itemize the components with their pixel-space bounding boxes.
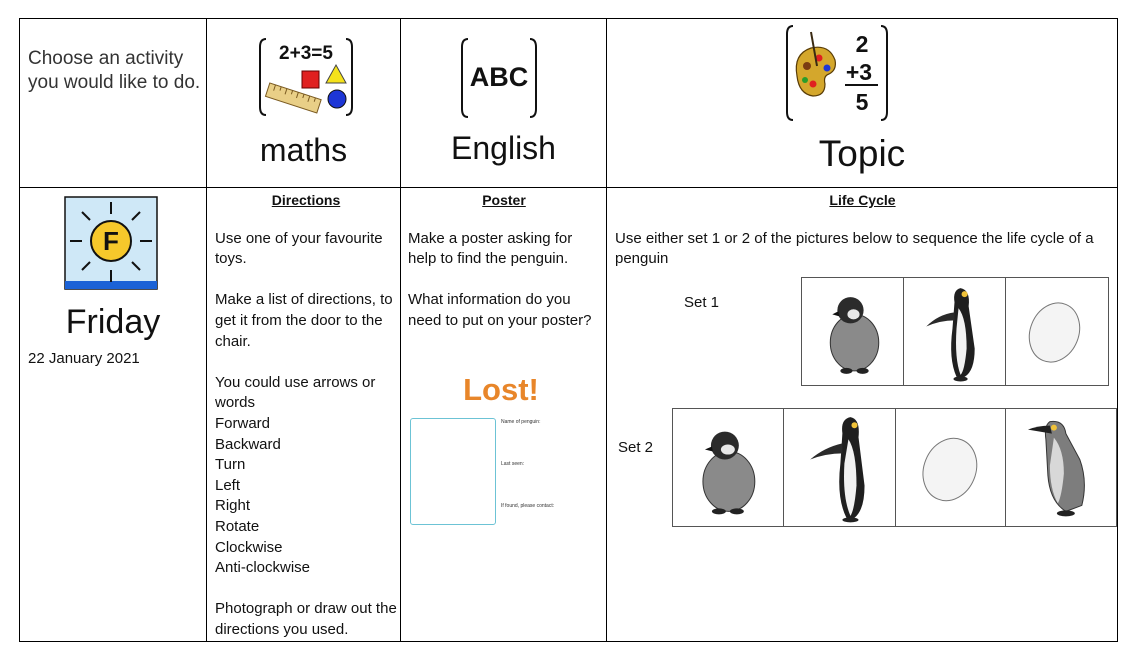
intro-text: Choose an activity you would like to do.	[28, 48, 201, 93]
adult-penguin-icon	[904, 278, 1005, 385]
poster-field-contact: If found, please contact:	[501, 503, 555, 509]
adult-penguin-icon	[784, 409, 895, 526]
set2-egg-image	[896, 409, 1007, 526]
set2-picture-strip	[672, 408, 1117, 527]
set1-picture-strip	[801, 277, 1109, 386]
directions-para-1: Use one of your favourite toys.	[215, 229, 383, 268]
penguin-egg-icon	[1006, 278, 1107, 385]
english-label: English	[451, 130, 556, 166]
direction-word: Forward	[215, 414, 271, 432]
direction-word: Left	[215, 476, 241, 494]
day-label: Friday	[65, 303, 161, 341]
poster-cell	[408, 190, 600, 332]
lifecycle-instruction: Use either set 1 or 2 of the pictures below to sequence the life cycle of a penguin	[615, 229, 1094, 268]
penguin-chick-icon	[673, 409, 783, 526]
poster-photo-box	[410, 418, 496, 525]
poster-para-1: Make a poster asking for help to find the penguin.	[408, 229, 573, 268]
set2-chick-image	[673, 409, 784, 526]
poster-field-name: Name of penguin:	[501, 419, 541, 425]
topic-cell[interactable]	[607, 19, 1117, 187]
poster-para-2: What information do you need to put on your poster?	[408, 291, 592, 329]
maths-symbol-icon	[258, 35, 354, 119]
maths-cell[interactable]	[207, 19, 400, 187]
direction-word: Backward	[215, 435, 281, 453]
set2-moulting-penguin-image	[1006, 409, 1116, 526]
table-border-right	[1117, 18, 1118, 642]
poster-heading: Poster	[482, 192, 526, 208]
friday-sun-icon	[64, 196, 158, 290]
moulting-penguin-icon	[1006, 409, 1116, 526]
direction-word: Anti-clockwise	[215, 559, 311, 577]
set1-chick-image	[802, 278, 904, 385]
set2-label: Set 2	[618, 439, 654, 456]
maths-equation: 2+3=5	[279, 43, 333, 64]
directions-cell	[215, 190, 397, 640]
maths-label: maths	[259, 132, 348, 168]
topic-digit-bottom: 5	[855, 89, 869, 115]
poster-field-seen: Last seen:	[501, 461, 525, 467]
english-cell[interactable]	[401, 19, 606, 187]
penguin-chick-icon	[802, 278, 903, 385]
penguin-egg-icon	[896, 409, 1006, 526]
set1-egg-image	[1006, 278, 1107, 385]
direction-word: Turn	[215, 456, 246, 474]
day-cell	[20, 188, 206, 641]
topic-symbol-icon	[785, 24, 889, 122]
directions-para-3: You could use arrows or words	[215, 373, 376, 412]
direction-word: Right	[215, 497, 251, 515]
lifecycle-heading: Life Cycle	[829, 192, 896, 208]
date-text: 22 January 2021	[28, 350, 140, 367]
english-abc: ABC	[469, 62, 529, 92]
activity-table	[19, 18, 1118, 642]
set1-label: Set 1	[684, 294, 720, 311]
lifecycle-cell	[615, 190, 1110, 270]
english-symbol-icon	[460, 37, 538, 119]
set2-adult-penguin-image	[784, 409, 896, 526]
directions-para-4: Photograph or draw out the directions you used.	[215, 600, 397, 638]
directions-para-2: Make a list of directions, to get it from the door to the chair.	[215, 291, 393, 350]
friday-letter: F	[103, 226, 119, 256]
poster-lost-title: Lost!	[463, 372, 539, 407]
topic-label: Topic	[818, 133, 906, 174]
topic-digit-middle: +3	[845, 59, 873, 85]
topic-digit-top: 2	[855, 31, 869, 57]
direction-word: Clockwise	[215, 538, 283, 556]
set1-adult-penguin-image	[904, 278, 1006, 385]
direction-word: Rotate	[215, 517, 260, 535]
directions-heading: Directions	[271, 192, 341, 208]
table-border-bottom	[19, 641, 1118, 642]
